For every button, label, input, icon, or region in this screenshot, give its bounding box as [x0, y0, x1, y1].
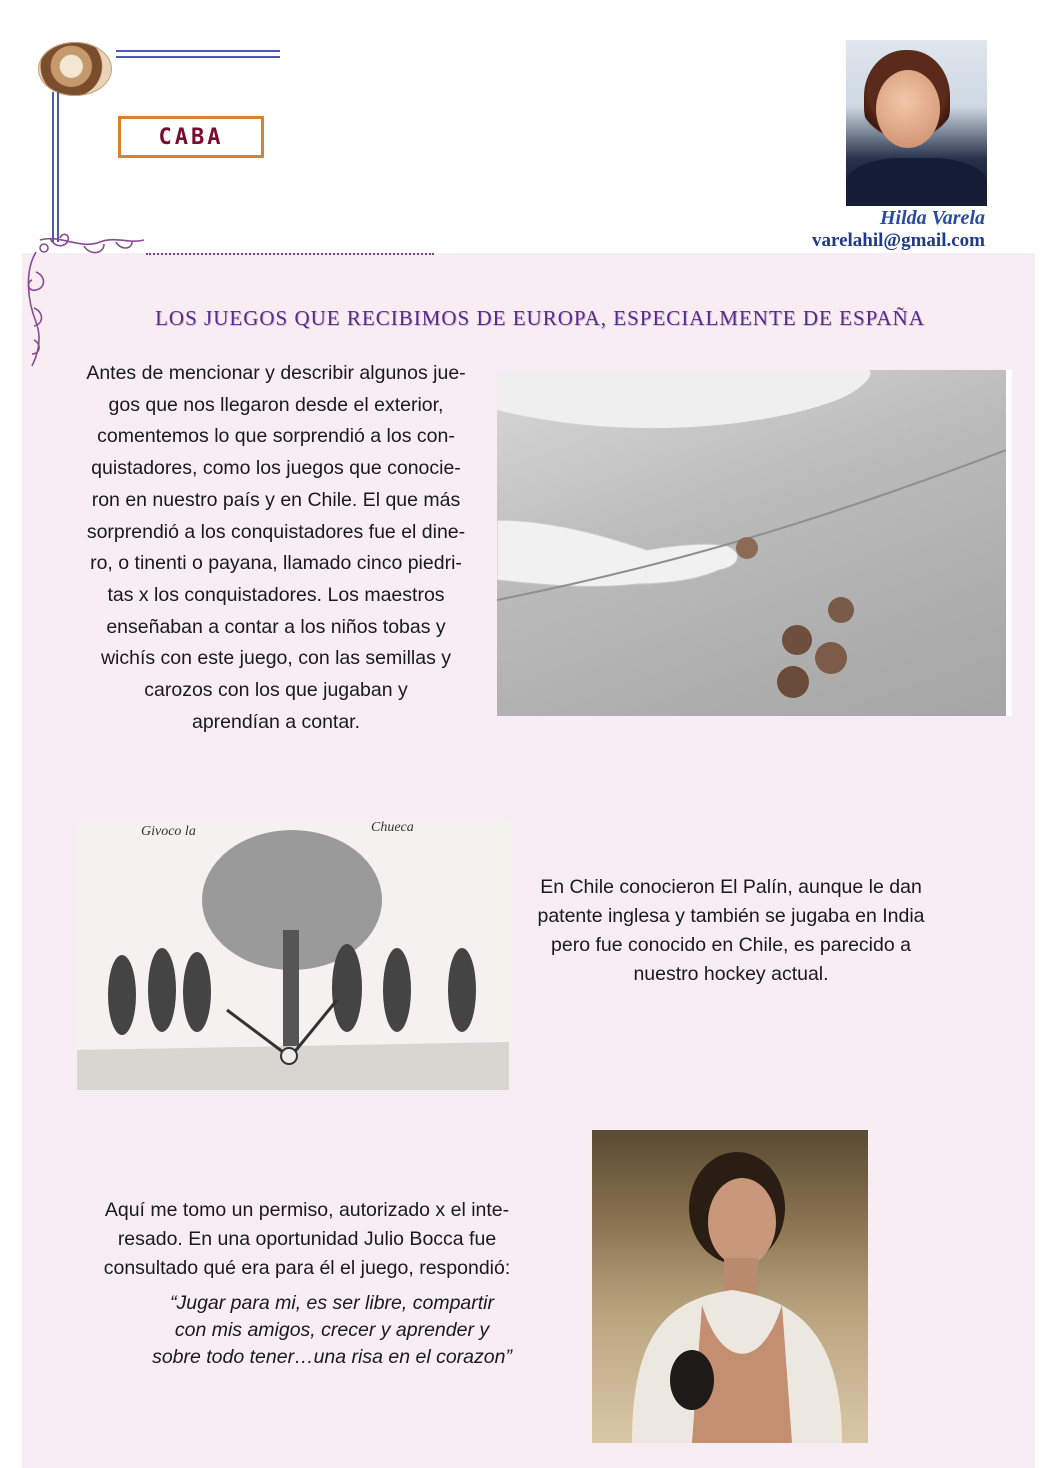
paragraph-palin: [512, 873, 950, 989]
paragraph-bocca: [72, 1196, 542, 1283]
text-line: wichís con este juego, con las semillas y: [100, 647, 452, 670]
header-rule-top-2: [116, 56, 280, 58]
engraving-caption-left: Givoco la: [141, 824, 196, 839]
text-line: comentemos lo que sorprendió a los con-: [97, 425, 455, 448]
paragraph-intro: [64, 358, 488, 738]
text-line: consultado qué era para él el juego, respondió:: [103, 1257, 511, 1279]
quote-line: con mis amigos, crecer y aprender y: [174, 1319, 490, 1341]
payana-hand-photo: [497, 370, 1012, 716]
author-email: varelahil@gmail.com: [812, 230, 985, 251]
text-line: ro, o tinenti o payana, llamado cinco piedri-: [90, 552, 462, 575]
header-dotted-rule: [146, 253, 434, 255]
text-line: carozos con los que jugaban y: [144, 679, 408, 702]
author-photo: [846, 40, 987, 206]
engraving-caption-right: Chueca: [371, 820, 414, 835]
bocca-quote: [120, 1290, 544, 1371]
chueca-engraving: [77, 820, 509, 1090]
text-line: enseñaban a contar a los niños tobas y: [106, 615, 446, 638]
text-line: resado. En una oportunidad Julio Bocca fue: [117, 1228, 497, 1250]
author-name: Hilda Varela: [879, 207, 985, 229]
text-line: quistadores, como los juegos que conocie-: [91, 457, 461, 480]
text-line: nuestro hockey actual.: [633, 963, 829, 985]
header-rule-top: [116, 50, 280, 52]
ornament-medallion-icon: [38, 42, 112, 96]
text-line: Aquí me tomo un permiso, autorizado x el inte-: [104, 1199, 510, 1221]
quote-line: “Jugar para mi, es ser libre, compartir: [169, 1292, 495, 1314]
text-line: Antes de mencionar y describir algunos jue-: [86, 362, 466, 384]
article-title: LOS JUEGOS QUE RECIBIMOS DE EUROPA, ESPECIALMENTE DE ESPAÑA: [155, 306, 925, 330]
julio-bocca-photo: [592, 1130, 868, 1443]
header-rule-left: [52, 92, 54, 242]
text-line: ron en nuestro país y en Chile. El que más: [91, 488, 461, 511]
quote-line: sobre todo tener…una risa en el corazon”: [152, 1346, 512, 1368]
header-rule-left-2: [57, 92, 59, 242]
text-line: En Chile conocieron El Palín, aunque le dan: [540, 876, 922, 898]
region-badge: CABA: [118, 116, 264, 158]
text-line: gos que nos llegaron desde el exterior,: [108, 393, 444, 416]
flourish-ornament-icon: [20, 232, 148, 372]
text-line: aprendían a contar.: [191, 710, 361, 733]
text-line: sorprendió a los conquistadores fue el dine-: [86, 520, 466, 543]
text-line: tas x los conquistadores. Los maestros: [107, 583, 445, 606]
text-line: pero fue conocido en Chile, es parecido a: [551, 934, 911, 956]
text-line: patente inglesa y también se jugaba en India: [537, 905, 925, 927]
